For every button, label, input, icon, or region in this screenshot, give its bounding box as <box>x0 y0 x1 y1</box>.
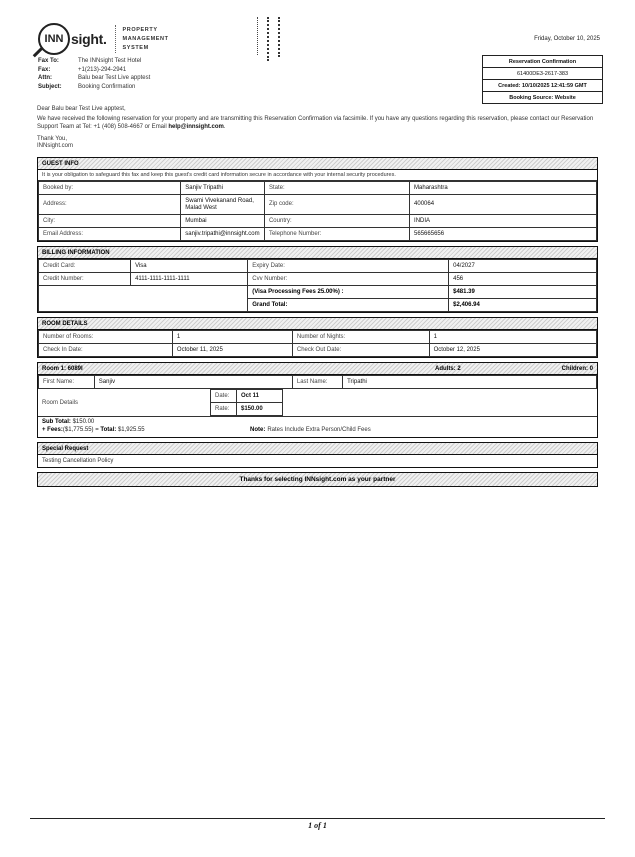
letter-closing <box>37 136 598 150</box>
fax-number-value: +1(213)-294-2941 <box>78 66 127 73</box>
room-1-names-table <box>38 375 597 389</box>
grand-total-value: $2,406.94 <box>449 299 597 312</box>
field-value: sanjiv.tripathi@innsight.com <box>181 228 265 241</box>
fax-vertical-marks <box>257 17 280 61</box>
field-value: Sanjiv Tripathi <box>181 182 265 195</box>
field-value: 456 <box>449 273 597 286</box>
field-value: October 12, 2025 <box>429 344 596 357</box>
field-value: 4111-1111-1111-1111 <box>131 273 248 286</box>
fax-header-block <box>38 57 150 91</box>
table-row <box>39 195 597 215</box>
table-row <box>39 286 597 299</box>
letter-content <box>37 106 598 487</box>
field-value: INDIA <box>410 215 597 228</box>
special-request-content: Testing Cancellation Policy <box>42 458 114 464</box>
closing-thanks: Thank You, <box>37 136 68 142</box>
field-value: 565665656 <box>410 228 597 241</box>
rate-value: $150.00 <box>237 403 283 416</box>
billing-empty-cell <box>39 286 248 312</box>
table-row <box>39 273 597 286</box>
field-value: Mumbai <box>181 215 265 228</box>
fax-to-value: The INNsight Test Hotel <box>78 58 142 64</box>
guest-info-security-note: It is your obligation to safeguard this fax and keep this guest's credit card information secure in accordance with your internal security procedures. <box>38 170 597 181</box>
salutation: Dear Balu bear Test Live apptest, <box>37 106 126 112</box>
fax-number-row <box>38 66 150 75</box>
guest-info-table <box>38 181 597 241</box>
date-value: Oct 11 <box>237 390 283 403</box>
fax-date: Friday, October 10, 2025 <box>534 36 600 42</box>
total-value: $1,925.55 <box>117 426 145 433</box>
reservation-confirmation-box <box>482 55 603 104</box>
last-name-label: Last Name: <box>292 376 342 389</box>
subtotal-row <box>38 417 597 437</box>
field-label: Check In Date: <box>39 344 173 357</box>
table-row <box>39 182 597 195</box>
rates-note <box>250 419 593 434</box>
page-number: 1 of 1 <box>308 821 327 830</box>
table-row <box>39 260 597 273</box>
room-1-adults: Adults: 2 <box>435 365 461 372</box>
field-value: October 11, 2025 <box>172 344 292 357</box>
field-value: Maharashtra <box>410 182 597 195</box>
processing-fees-label: (Visa Processing Fees 25.00%) : <box>248 286 449 299</box>
field-label: City: <box>39 215 181 228</box>
processing-fees-value: $481.39 <box>449 286 597 299</box>
support-email-link[interactable]: help@innsight.com <box>168 123 224 130</box>
billing-table <box>38 259 597 312</box>
fees-label: + Fees: <box>42 426 63 433</box>
logo-divider <box>115 25 116 53</box>
tagline-line: MANAGEMENT <box>122 35 169 42</box>
room-1-title: Room 1: 6089I <box>42 365 83 372</box>
thanks-banner: Thanks for selecting INNsight.com as your partner <box>37 472 598 487</box>
table-row <box>39 331 597 344</box>
field-label: Expiry Date: <box>248 260 449 273</box>
field-value: Visa <box>131 260 248 273</box>
fax-number-label: Fax: <box>38 66 51 73</box>
field-label: Booked by: <box>39 182 181 195</box>
booking-source: Booking Source: Website <box>483 92 603 104</box>
note-text: Rates Include Extra Person/Child Fees <box>267 427 371 433</box>
field-value: 1 <box>172 331 292 344</box>
guest-info-title: GUEST INFO <box>38 158 597 170</box>
field-label: Telephone Number: <box>264 228 409 241</box>
billing-title: BILLING INFORMATION <box>38 247 597 259</box>
subject-row <box>38 83 150 92</box>
field-label: Address: <box>39 195 181 215</box>
field-label: Zip code: <box>264 195 409 215</box>
room-1-children: Children: 0 <box>561 365 593 372</box>
magnifier-icon <box>38 23 70 55</box>
field-value: Swami Vivekanand Road, Malad West <box>181 195 265 215</box>
table-row <box>211 390 283 403</box>
table-row <box>39 215 597 228</box>
field-label: Credit Number: <box>39 273 131 286</box>
table-row <box>39 228 597 241</box>
billing-section <box>37 246 598 313</box>
fees-total-line <box>42 427 250 435</box>
field-label: Number of Rooms: <box>39 331 173 344</box>
room-details-label: Room Details <box>42 399 79 406</box>
room-rate-row <box>38 389 597 417</box>
letter-text-end: . <box>223 123 226 130</box>
total-label: Total: <box>100 426 117 433</box>
attn-row <box>38 74 150 83</box>
tagline-line: SYSTEM <box>122 44 149 51</box>
room-1-section <box>37 362 598 438</box>
totals-block <box>42 419 250 434</box>
rate-mini-table <box>210 389 283 416</box>
sub-total-value: $150.00 <box>72 419 95 425</box>
closing-signature: INNsight.com <box>37 143 74 149</box>
field-label: Credit Card: <box>39 260 131 273</box>
field-value: 1 <box>429 331 596 344</box>
sub-total-label: Sub Total: <box>42 419 71 425</box>
brand-inn: INN <box>44 33 64 45</box>
table-row <box>39 376 597 389</box>
field-label: Country: <box>264 215 409 228</box>
date-label: Date: <box>211 390 237 403</box>
guest-info-section <box>37 157 598 242</box>
table-row <box>211 403 283 416</box>
note-label: Note: <box>250 427 266 433</box>
fax-to-label: Fax To: <box>38 58 59 64</box>
grand-total-label: Grand Total: <box>248 299 449 312</box>
fax-to-row <box>38 57 150 66</box>
field-value: 400064 <box>410 195 597 215</box>
letter-text: We have received the following reservation for your property and are transmitting this Reservation Confirmation via facsimile. If you have any questions regarding this reservation, please contact our Reservation Support Team at Tel: +1 (408) 508-4667 or Email <box>37 116 594 130</box>
room-details-section <box>37 317 598 358</box>
attn-value: Balu bear Test Live apptest <box>78 75 151 81</box>
tagline-line: PROPERTY <box>122 26 158 33</box>
field-label: Check Out Date: <box>292 344 429 357</box>
page-footer <box>30 818 605 830</box>
special-request-title: Special Request <box>38 443 597 455</box>
created-timestamp: Created: 10/10/2025 12:41:59 GMT <box>483 80 603 92</box>
field-label: Cvv Number: <box>248 273 449 286</box>
subject-value: Booking Confirmation <box>78 83 136 90</box>
brand-sight: sight. <box>71 31 107 47</box>
last-name-value: Tripathi <box>343 376 597 389</box>
letter-paragraph <box>37 116 598 131</box>
first-name-label: First Name: <box>39 376 95 389</box>
special-request-section <box>37 442 598 468</box>
reservation-box-title: Reservation Confirmation <box>483 56 603 68</box>
field-label: Number of Nights: <box>292 331 429 344</box>
attn-label: Attn: <box>38 75 52 81</box>
logo-tagline <box>123 26 169 53</box>
sub-total-line <box>42 419 250 427</box>
subject-label: Subject: <box>38 83 62 90</box>
rate-label: Rate: <box>211 403 237 416</box>
room-details-table <box>38 330 597 357</box>
first-name-value: Sanjiv <box>94 376 292 389</box>
room-details-title: ROOM DETAILS <box>38 318 597 330</box>
fees-value: ($1,775.55) = <box>62 426 99 433</box>
room-1-header <box>38 363 597 375</box>
table-row <box>39 344 597 357</box>
field-label: Email Address: <box>39 228 181 241</box>
field-label: State: <box>264 182 409 195</box>
confirmation-number: 61400DE3-2617-383 <box>483 68 603 80</box>
innsight-logo <box>38 23 169 55</box>
field-value: 04/2027 <box>449 260 597 273</box>
